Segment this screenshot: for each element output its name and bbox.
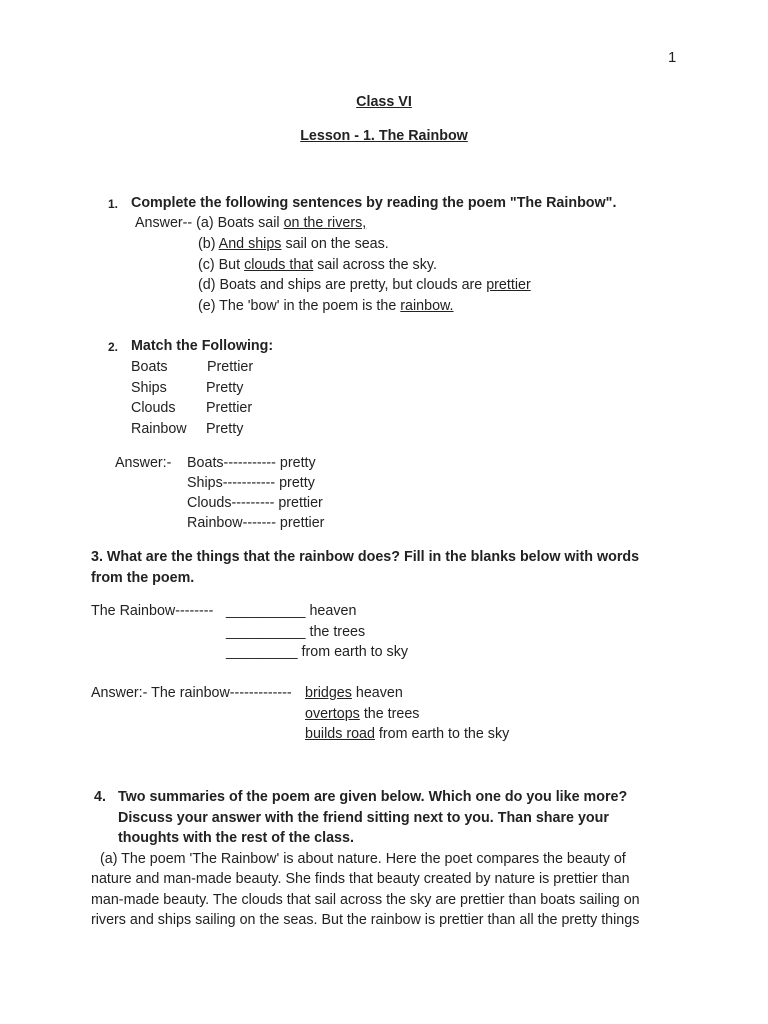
- answer-2-line: Clouds--------- prettier: [187, 495, 323, 511]
- summary-paragraph-line: man-made beauty. The clouds that sail across the sky are prettier than boats sailing on: [91, 892, 640, 908]
- blank-line: __________ heaven: [226, 603, 357, 619]
- answer-1c-suffix: sail across the sky.: [313, 257, 437, 273]
- answer-1e-prefix: (e) The 'bow' in the poem is the: [198, 298, 401, 314]
- answer-1c-prefix: (c) But: [198, 257, 245, 273]
- question-4-text-line: thoughts with the rest of the class.: [118, 830, 354, 846]
- answer-3-line: [305, 726, 509, 743]
- answer-2-line: Ships----------- pretty: [187, 475, 315, 491]
- answer-2-label: Answer:-: [115, 455, 172, 471]
- answer-1c-word: clouds that: [244, 257, 314, 273]
- blank-prefix: The Rainbow--------: [91, 603, 214, 619]
- answer-3-rest: the trees: [359, 706, 420, 722]
- answer-1b-suffix: sail on the seas.: [281, 236, 389, 252]
- answer-1b-word: And ships: [218, 236, 282, 252]
- blank-line: _________ from earth to sky: [226, 644, 408, 660]
- answer-3-word: overtops: [305, 706, 360, 722]
- answer-3-rest: heaven: [351, 685, 403, 701]
- question-1-number: 1.: [108, 197, 119, 211]
- lesson-title: Lesson - 1. The Rainbow: [300, 128, 468, 144]
- question-3-text-line2: from the poem.: [91, 570, 195, 586]
- summary-paragraph-line: rivers and ships sailing on the seas. But the rainbow is prettier than all the pretty things: [91, 912, 640, 928]
- answer-2-line: Rainbow------- prettier: [187, 515, 325, 531]
- answer-1b-prefix: (b): [198, 236, 219, 252]
- answer-1a-prefix: Answer-- (a) Boats sail: [135, 215, 284, 231]
- answer-1a-word: on the rivers,: [283, 215, 367, 231]
- class-title: Class VI: [356, 94, 412, 110]
- page-number: 1: [668, 49, 677, 66]
- answer-1e-word: rainbow.: [400, 298, 454, 314]
- match-left-item: Boats: [131, 359, 168, 375]
- answer-1b: [198, 236, 389, 253]
- match-right-item: Prettier: [207, 359, 254, 375]
- answer-3-rest: from earth to the sky: [374, 726, 510, 742]
- question-4-number: 4.: [94, 789, 106, 805]
- answer-1c: [198, 257, 437, 274]
- answer-3-prefix: Answer:- The rainbow-------------: [91, 685, 292, 701]
- answer-1d: [198, 277, 531, 294]
- match-left-item: Clouds: [131, 400, 176, 416]
- answer-3-line: [305, 685, 403, 702]
- match-right-item: Pretty: [206, 380, 244, 396]
- answer-1a: [135, 215, 366, 232]
- question-4-text-line: Discuss your answer with the friend sitting next to you. Than share your: [118, 810, 609, 826]
- question-1-text: Complete the following sentences by reading the poem "The Rainbow".: [131, 195, 617, 211]
- question-2-number: 2.: [108, 340, 119, 354]
- answer-3-word: builds road: [305, 726, 375, 742]
- answer-2-line: Boats----------- pretty: [187, 455, 316, 471]
- question-3-text-line1: 3. What are the things that the rainbow does? Fill in the blanks below with words: [91, 549, 640, 565]
- question-2-text: Match the Following:: [131, 338, 274, 354]
- answer-3-word: bridges: [305, 685, 352, 701]
- match-right-item: Pretty: [206, 421, 244, 437]
- summary-paragraph-line: nature and man-made beauty. She finds that beauty created by nature is prettier than: [91, 871, 630, 887]
- answer-3-line: [305, 706, 419, 723]
- match-left-item: Ships: [131, 380, 167, 396]
- blank-line: __________ the trees: [226, 624, 366, 640]
- answer-1d-word: prettier: [486, 277, 531, 293]
- summary-paragraph-line: (a) The poem 'The Rainbow' is about nature. Here the poet compares the beauty of: [100, 851, 626, 867]
- match-left-item: Rainbow: [131, 421, 187, 437]
- answer-1d-prefix: (d) Boats and ships are pretty, but clouds are: [198, 277, 487, 293]
- question-4-text-line: Two summaries of the poem are given below. Which one do you like more?: [118, 789, 628, 805]
- answer-1e: [198, 298, 454, 315]
- match-right-item: Prettier: [206, 400, 253, 416]
